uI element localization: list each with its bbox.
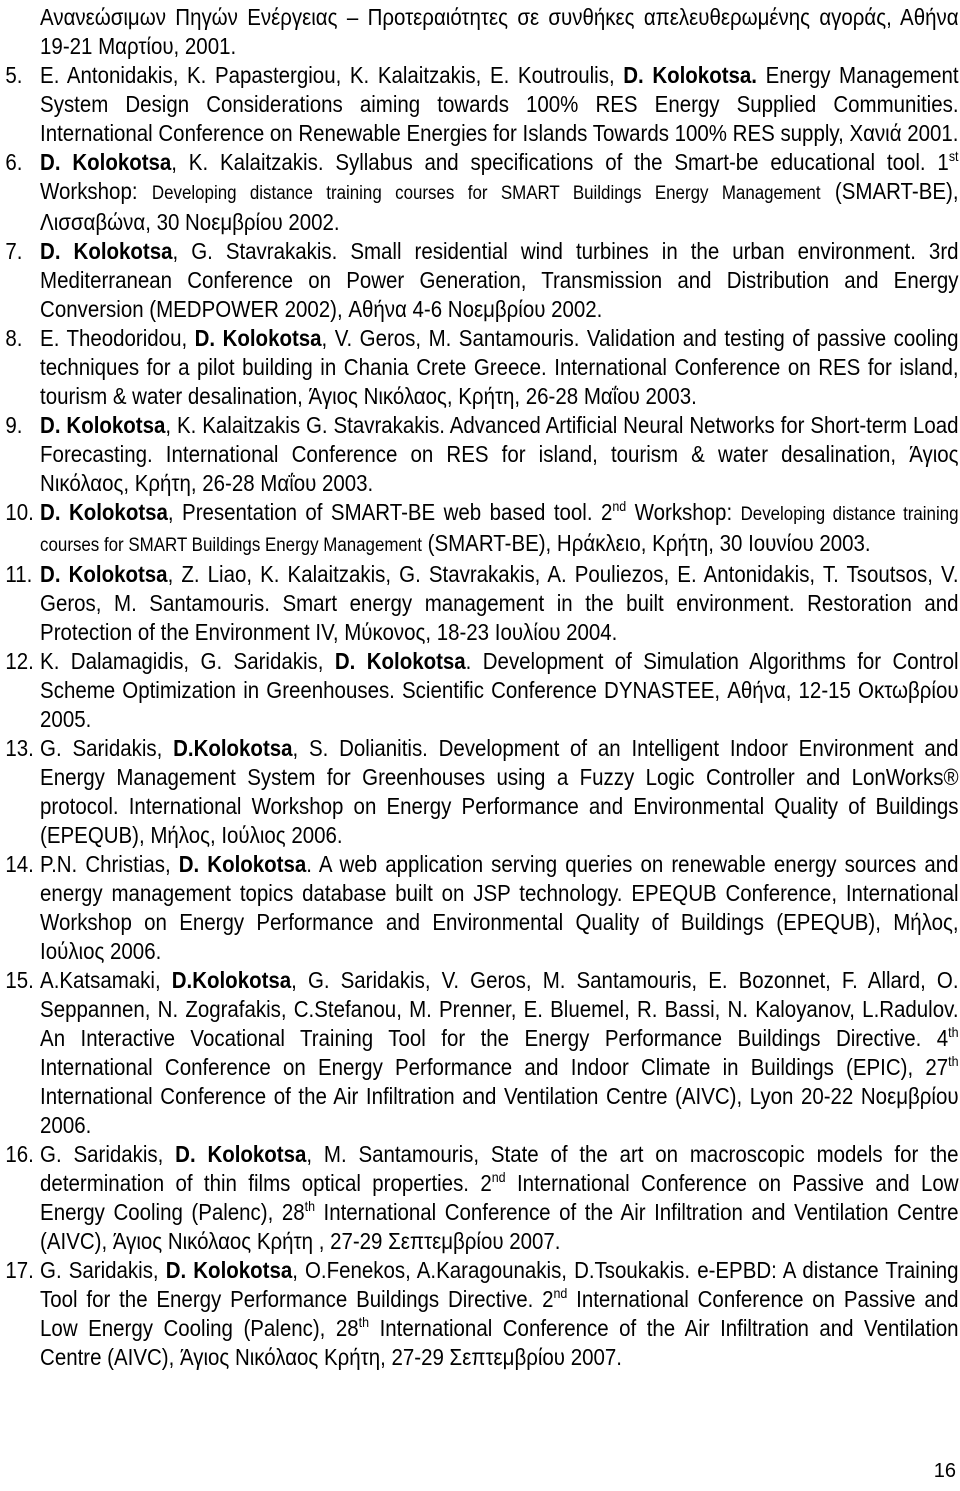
reference-text-run: , O.Fenekos, A.Karagounakis, D.Tsoukakis. e-EPBD: A distance Training Tool for the Energy Performance Buildings Directive. 2 [40, 1257, 959, 1312]
reference-text [40, 411, 958, 498]
reference-number: 6. [5, 149, 23, 175]
highlighted-author: D. Kolokotsa [40, 238, 173, 264]
reference-number: 15. [5, 967, 34, 993]
ordinal-superscript: th [358, 1314, 370, 1330]
reference-text-run: K. Dalamagidis, G. Saridakis, [40, 648, 335, 674]
reference-text [40, 237, 958, 324]
reference-text-run: A.Katsamaki, [40, 967, 172, 993]
reference-number: 11. [5, 561, 33, 587]
highlighted-author: D. Kolokotsa [194, 325, 322, 351]
ordinal-superscript: nd [491, 1169, 506, 1185]
reference-item [0, 850, 959, 966]
reference-number: 17. [5, 1257, 34, 1283]
reference-number: 14. [5, 851, 34, 877]
reference-text-run: International Conference on Energy Performance and Indoor Climate in Buildings (EPIC), 27 [40, 1054, 949, 1080]
reference-text-run: Energy Management System Design Considerations aiming towards 100% RES Energy Supplied Communities. International Conference on Renewable Energies for Islands Towards 100% RES supply, Χανιά 2001. [40, 62, 959, 146]
ordinal-superscript: st [948, 148, 959, 164]
workshop-title: Developing distance training courses for SMART Buildings Energy Management [151, 183, 821, 204]
ordinal-superscript: th [948, 1024, 959, 1040]
reference-text [40, 647, 958, 734]
reference-text-run: , G. Stavrakakis. Small residential wind turbines in the urban environment. 3rd Mediterranean Conference on Power Generation, Transmission and Distribution and Energy Conversion (MEDPOWER 2002), Αθήνα 4-6 Νοεμβρίου 2002. [40, 238, 959, 322]
reference-text [40, 850, 958, 966]
reference-text-run: , Z. Liao, K. Kalaitzakis, G. Stavrakakis, A. Pouliezos, E. Antonidakis, T. Tsoutsos, V. Geros, M. Santamouris. Smart energy management in the built environment. Restoration and Protection of the Environment IV, Μύκονος, 18-23 Ιουλίου 2004. [40, 561, 959, 645]
reference-text [40, 560, 958, 647]
reference-text-run: International Conference of the Air Infiltration and Ventilation Centre (AIVC), Άγιος Νικόλαος Κρήτη , 27-29 Σεπτεμβρίου 2007. [40, 1199, 959, 1254]
reference-text-run: International Conference of the Air Infiltration and Ventilation Centre (AIVC), Άγιος Νικόλαος Κρήτη, 27-29 Σεπτεμβρίου 2007. [40, 1315, 959, 1370]
ordinal-superscript: th [948, 1053, 959, 1069]
highlighted-author: D.Kolokotsa [173, 735, 293, 761]
reference-text-run: . Development of Simulation Algorithms for Control Scheme Optimization in Greenhouses. Scientific Conference DYNASTEE, Αθήνα, 12-15 Οκτωβρίου 2005. [40, 648, 959, 732]
reference-item [0, 498, 959, 560]
reference-item [0, 411, 959, 498]
highlighted-author: D. Kolokotsa. [623, 62, 757, 88]
highlighted-author: D.Kolokotsa [171, 967, 292, 993]
reference-item [0, 647, 959, 734]
page-number: 16 [933, 1460, 956, 1482]
reference-text [40, 734, 958, 850]
reference-text-run: International Conference of the Air Infiltration and Ventilation Centre (AIVC), Lyon 20-22 Νοεμβρίου 2006. [40, 1083, 959, 1138]
reference-item [0, 61, 959, 148]
reference-item [0, 560, 959, 647]
reference-text [40, 61, 958, 148]
reference-text-run: , V. Geros, M. Santamouris. Validation and testing of passive cooling techniques for a pilot building in Chania Crete Greece. International Conference on RES for island, tourism & water desalination, Άγιος Νικόλαος, Κρήτη, 26-28 Μαΐου 2003. [40, 325, 959, 409]
reference-text [40, 324, 958, 411]
highlighted-author: D. Kolokotsa [175, 1141, 307, 1167]
reference-item [0, 237, 959, 324]
reference-number: 12. [5, 648, 34, 674]
reference-text-run: , K. Kalaitzakis G. Stavrakakis. Advanced Artificial Neural Networks for Short-term Load Forecasting. International Conference on RES for island, tourism & water desalination, Άγιος Νικόλαος, Κρήτη, 26-28 Μαΐου 2003. [40, 412, 959, 496]
reference-text-run: , G. Saridakis, V. Geros, M. Santamouris, E. Bozonnet, F. Allard, O. Seppannen, N. Zografakis, C.Stefanou, M. Prenner, E. Bluemel, R. Bassi, N. Kaloyanov, L.Radulov. An Interactive Vocational Training Tool for the Energy Performance Buildings Directive. 4 [40, 967, 959, 1051]
reference-text-run: , K. Kalaitzakis. Syllabus and specifications of the Smart-be educational tool. 1 [171, 149, 949, 175]
reference-number: 13. [5, 735, 34, 761]
reference-number: 9. [5, 412, 23, 438]
reference-text-run: P.N. Christias, [40, 851, 179, 877]
reference-number: 8. [5, 325, 23, 351]
reference-text-run: G. Saridakis, [40, 1141, 176, 1167]
reference-text [40, 1256, 958, 1372]
reference-item [0, 148, 959, 237]
reference-number: 5. [5, 62, 23, 88]
reference-number: 16. [5, 1141, 34, 1167]
ordinal-superscript: nd [612, 498, 627, 514]
reference-text [40, 3, 958, 61]
highlighted-author: D. Kolokotsa [40, 561, 168, 587]
reference-number: 7. [5, 238, 23, 264]
reference-text [40, 498, 958, 560]
reference-item [0, 734, 959, 850]
reference-number: 10. [5, 499, 34, 525]
reference-text-run: Ανανεώσιμων Πηγών Ενέργειας – Προτεραιότητες σε συνθήκες απελευθερωμένης αγοράς, Αθήνα 19-21 Μαρτίου, 2001. [40, 4, 959, 59]
reference-item [0, 324, 959, 411]
reference-item [0, 1140, 959, 1256]
reference-text-run: E. Theodoridou, [40, 325, 195, 351]
reference-text-run: G. Saridakis, [40, 1257, 166, 1283]
reference-text-run: International Conference on Passive and Low Energy Cooling (Palenc), 28 [40, 1286, 959, 1341]
reference-list [0, 3, 959, 1372]
reference-text [40, 966, 958, 1140]
highlighted-author: D. Kolokotsa [165, 1257, 293, 1283]
reference-text-run: G. Saridakis, [40, 735, 174, 761]
reference-text [40, 148, 958, 237]
reference-text-run: E. Antonidakis, K. Papastergiou, K. Kalaitzakis, E. Koutroulis, [40, 62, 624, 88]
reference-text-run: . A web application serving queries on renewable energy sources and energy management topics database built on JSP technology. EPEQUB Conference, International Workshop on Energy Performance and Environmental Quality of Buildings (EPEQUB), Μήλος, Ιούλιος 2006. [40, 851, 959, 964]
highlighted-author: D. Kolokotsa [178, 851, 307, 877]
reference-item [0, 1256, 959, 1372]
reference-continuation [0, 3, 959, 61]
highlighted-author: D. Kolokotsa [334, 648, 466, 674]
reference-item [0, 966, 959, 1140]
highlighted-author: D. Kolokotsa [40, 499, 168, 525]
ordinal-superscript: th [304, 1198, 316, 1214]
reference-text-run: Workshop: [626, 499, 741, 525]
highlighted-author: D. Kolokotsa [40, 412, 166, 438]
highlighted-author: D. Kolokotsa [40, 149, 172, 175]
reference-text-run: , Presentation of SMART-BE web based tool. 2 [167, 499, 613, 525]
reference-text [40, 1140, 958, 1256]
reference-text-run: International Conference on Passive and Low Energy Cooling (Palenc), 28 [40, 1170, 959, 1225]
reference-text-run: (SMART-BE), Ηράκλειο, Κρήτη, 30 Ιουνίου 2003. [421, 530, 871, 556]
workshop-title: Developing distance training courses for SMART Buildings Energy Management [40, 504, 959, 556]
reference-text-run: (SMART-BE), Λισσαβώνα, 30 Νοεμβρίου 2002. [40, 178, 959, 235]
reference-text-run: Workshop: [40, 178, 152, 204]
ordinal-superscript: nd [553, 1285, 568, 1301]
reference-text-run: , M. Santamouris, State of the art on macroscopic models for the determination of thin films optical properties. 2 [40, 1141, 959, 1196]
reference-text-run: , S. Dolianitis. Development of an Intelligent Indoor Environment and Energy Management System for Greenhouses using a Fuzzy Logic Controller and LonWorks® protocol. International Workshop on Energy Performance and Environmental Quality of Buildings (EPEQUB), Μήλος, Ιούλιος 2006. [40, 735, 959, 848]
